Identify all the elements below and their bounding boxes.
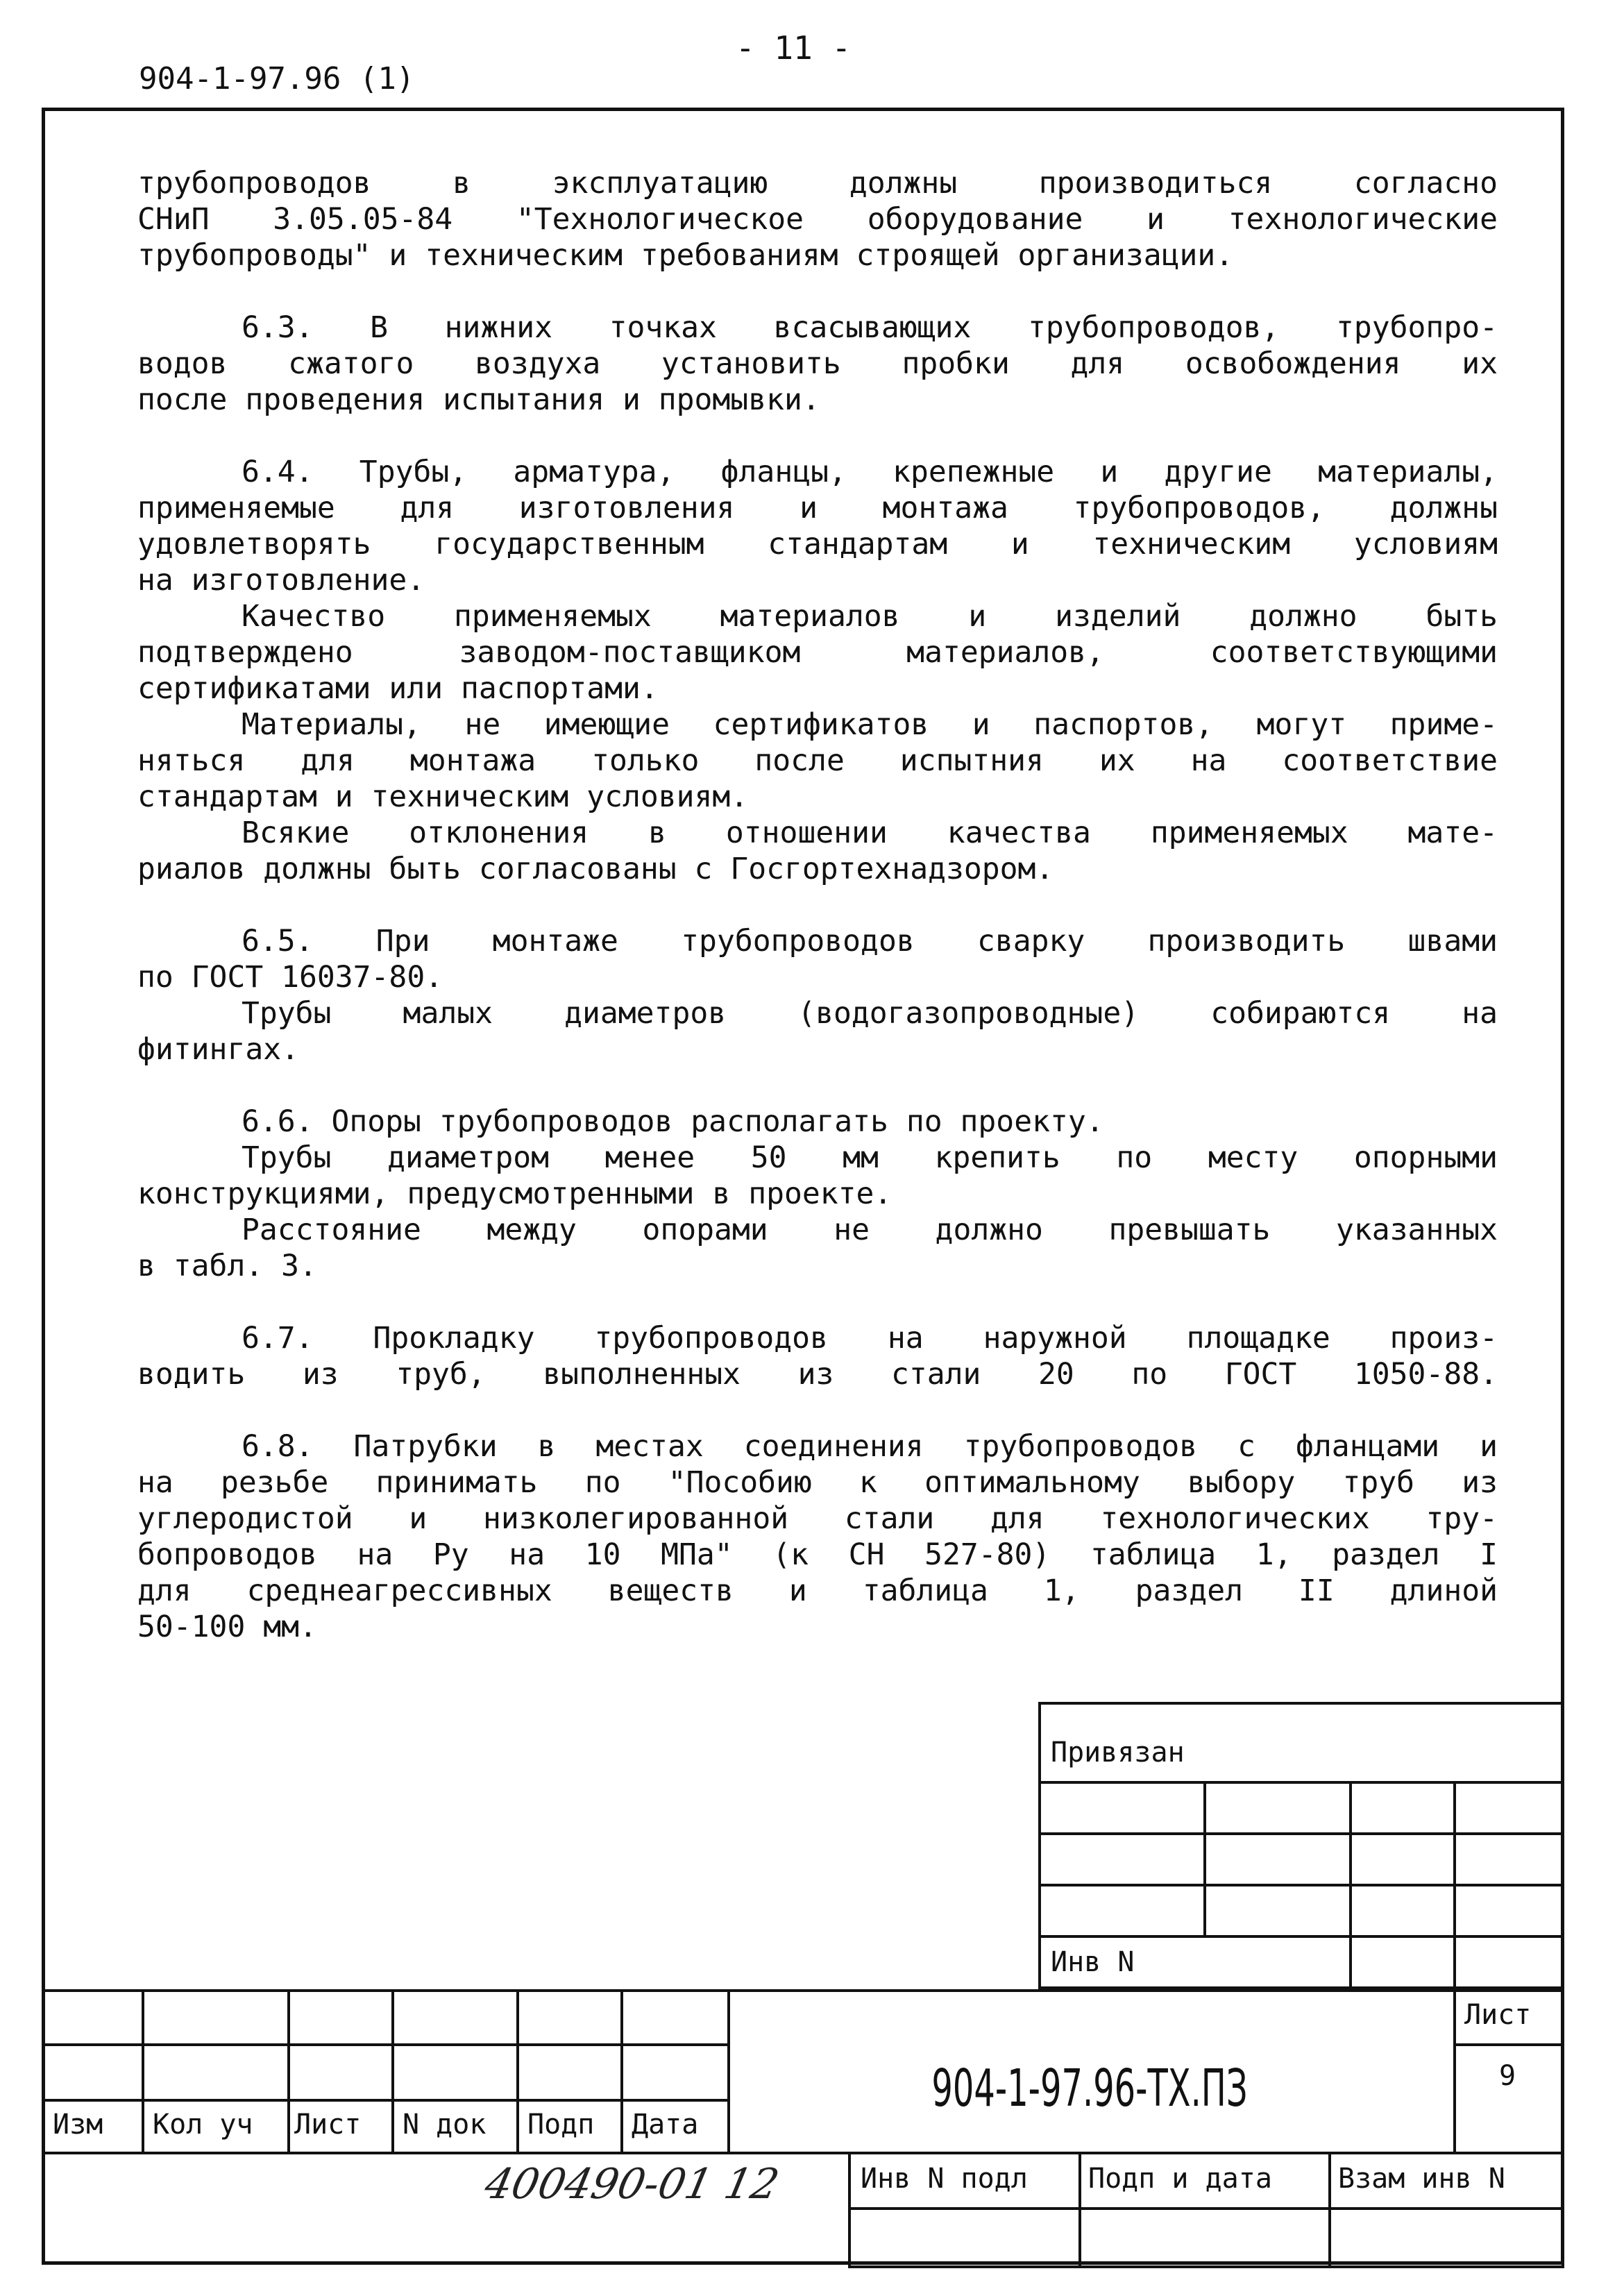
col-data: Дата — [632, 2109, 699, 2141]
col-podp-data: Подп и дата — [1088, 2163, 1272, 2195]
table-line — [1078, 2152, 1081, 2268]
text-line: фитингах. — [137, 1032, 299, 1067]
table-line — [620, 1989, 623, 2152]
paragraph-6-8 — [137, 1428, 1498, 1645]
text-line: удовлетворять государственным стандартам и техническим условиям — [137, 527, 1498, 562]
table-line — [1038, 1832, 1564, 1835]
text-line: 50-100 мм. — [137, 1610, 317, 1644]
text-line: для среднеагрессивных веществ и таблица 1, раздел II длиной — [137, 1573, 1498, 1608]
text-line: в табл. 3. — [137, 1249, 317, 1283]
table-line — [287, 1989, 290, 2152]
binding-title: Привязан — [1051, 1737, 1185, 1769]
text-line: 6.3. В нижних точках всасывающих трубопроводов, трубопро- — [242, 310, 1498, 345]
text-line: сертификатами или паспортами. — [137, 671, 659, 706]
document-code-header: 904-1-97.96 (1) — [139, 61, 415, 96]
handwritten-inventory-number: 400490-01 12 — [480, 2160, 784, 2209]
text-line: 6.8. Патрубки в местах соединения трубопроводов с фланцами и — [242, 1429, 1498, 1464]
table-line — [42, 2099, 729, 2102]
body-text — [137, 165, 1498, 1681]
table-line — [727, 1989, 730, 2152]
col-kol-uch: Кол уч — [153, 2109, 253, 2141]
table-line — [1203, 1781, 1206, 1935]
sheet-number: 9 — [1499, 2060, 1516, 2092]
text-line: няться для монтажа только после испытния их на соответствие — [137, 743, 1498, 778]
text-line: углеродистой и низколегированной стали для технологических тру- — [137, 1501, 1498, 1536]
paragraph-intro — [137, 165, 1498, 273]
inv-label: Инв N — [1051, 1946, 1135, 1978]
paragraph-6-4 — [137, 454, 1498, 887]
col-n-dok: N док — [403, 2109, 487, 2141]
document-code-stamp: 904-1-97.96-ТХ.ПЗ — [931, 2059, 1248, 2118]
text-line: подтверждено заводом-поставщиком материалов, соответствующими — [137, 635, 1498, 670]
table-line — [1453, 2043, 1564, 2046]
col-list: Лист — [294, 2109, 362, 2141]
text-line: Трубы диаметром менее 50 мм крепить по месту опорными — [242, 1140, 1498, 1175]
text-line: Всякие отклонения в отношении качества применяемых мате- — [242, 816, 1498, 850]
text-line: 6.7. Прокладку трубопроводов на наружной площадке произ- — [242, 1321, 1498, 1356]
table-line — [1038, 1884, 1564, 1886]
text-line: на изготовление. — [137, 563, 425, 598]
col-izm: Изм — [53, 2109, 103, 2141]
text-line: Материалы, не имеющие сертификатов и паспортов, могут приме- — [242, 707, 1498, 742]
table-line — [142, 1989, 144, 2152]
page-number: - 11 - — [736, 29, 852, 67]
table-line — [516, 1989, 519, 2152]
col-inv-podl: Инв N подл — [861, 2163, 1028, 2195]
table-line — [1349, 1781, 1352, 1989]
sheet-label: Лист — [1464, 1999, 1532, 2031]
text-line: 6.6. Опоры трубопроводов располагать по проекту. — [242, 1104, 1104, 1139]
text-line: трубопроводов в эксплуатацию должны производиться согласно — [137, 166, 1498, 201]
title-block-top — [42, 1989, 1564, 1992]
text-line: риалов должны быть согласованы с Госгортехнадзором. — [137, 852, 1054, 886]
text-line: на резьбе принимать по "Пособию к оптимальному выбору труб из — [137, 1465, 1498, 1500]
text-line: Расстояние между опорами не должно превышать указанных — [242, 1213, 1498, 1247]
text-line: стандартам и техническим условиям. — [137, 779, 749, 814]
text-line: 6.5. При монтаже трубопроводов сварку производить швами — [242, 924, 1498, 959]
col-vzam-inv: Взам инв N — [1338, 2163, 1505, 2195]
text-line: водов сжатого воздуха установить пробки для освобождения их — [137, 346, 1498, 381]
text-line: трубопроводы" и техническим требованиям строящей организации. — [137, 238, 1234, 273]
text-line: по ГОСТ 16037-80. — [137, 960, 443, 995]
table-line — [1038, 1781, 1564, 1784]
table-line — [1038, 1935, 1564, 1938]
table-line — [1328, 2152, 1331, 2268]
text-line: водить из труб, выполненных из стали 20 по ГОСТ 1050-88. — [137, 1357, 1498, 1392]
paragraph-6-6 — [137, 1104, 1498, 1284]
table-line — [391, 1989, 394, 2152]
text-line: Качество применяемых материалов и изделий должно быть — [242, 599, 1498, 634]
text-line: применяемые для изготовления и монтажа трубопроводов, должны — [137, 491, 1498, 525]
table-line — [1453, 1989, 1456, 2152]
table-line — [1453, 1781, 1456, 1989]
text-line: конструкциями, предусмотренными в проекте. — [137, 1176, 892, 1211]
text-line: бопроводов на Ру на 10 МПа" (к СН 527-80) таблица 1, раздел I — [137, 1537, 1498, 1572]
col-podp: Подп — [527, 2109, 595, 2141]
text-line: после проведения испытания и промывки. — [137, 382, 820, 417]
text-line: 6.4. Трубы, арматура, фланцы, крепежные и другие материалы, — [242, 455, 1498, 489]
text-line: СНиП 3.05.05-84 "Технологическое оборудование и технологические — [137, 202, 1498, 237]
text-line: Трубы малых диаметров (водогазопроводные) собираются на — [242, 996, 1498, 1031]
paragraph-6-5 — [137, 923, 1498, 1067]
table-line — [42, 2043, 729, 2046]
paragraph-6-7 — [137, 1320, 1498, 1392]
paragraph-6-3 — [137, 310, 1498, 418]
table-line — [848, 2207, 1564, 2210]
